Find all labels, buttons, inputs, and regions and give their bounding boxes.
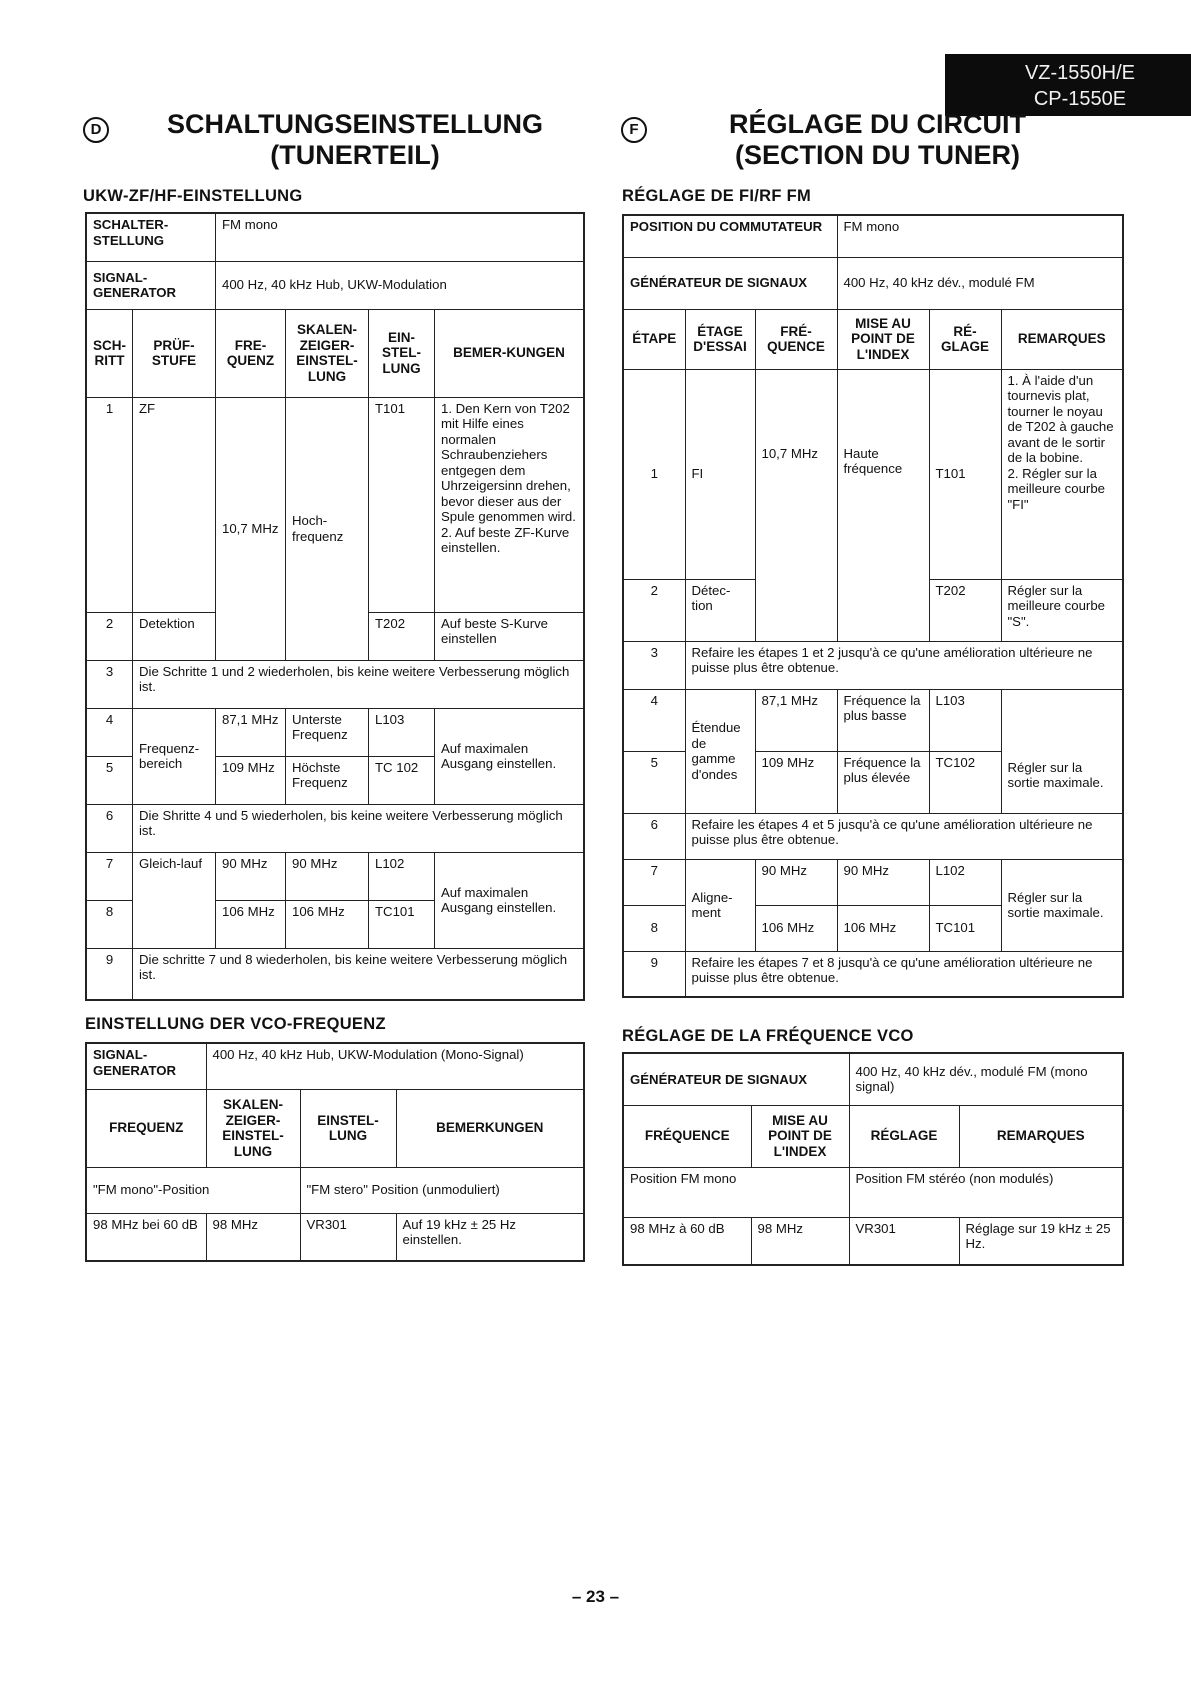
step-number: 5 <box>86 756 133 804</box>
step-instruction: Die schritte 7 und 8 wiederholen, bis keine weitere Verbesserung möglich ist. <box>133 948 585 1000</box>
col-header: REMARQUES <box>1001 309 1123 369</box>
adjustment: T101 <box>929 369 1001 579</box>
step-number: 8 <box>623 905 685 951</box>
col-header: SKALEN-ZEIGER-EINSTEL-LUNG <box>286 309 369 397</box>
subtitle-fr-rf: RÉGLAGE DE FI/RF FM <box>622 187 812 205</box>
scale-setting: 106 MHz <box>837 905 929 951</box>
scale-setting: 90 MHz <box>837 859 929 905</box>
title-de-line1: SCHALTUNGSEINSTELLUNG <box>167 109 543 139</box>
step-number: 8 <box>86 900 133 948</box>
col-header: RÉ-GLAGE <box>929 309 1001 369</box>
table-fr-rf <box>622 214 1124 998</box>
col-header: EINSTEL-LUNG <box>300 1089 396 1167</box>
step-instruction: Die Schritte 1 und 2 wiederholen, bis keine weitere Verbesserung möglich ist. <box>133 660 585 708</box>
model-line-2: CP-1550E <box>1033 88 1127 110</box>
remark: Régler sur la sortie maximale. <box>1001 689 1123 813</box>
test-stage: Aligne-ment <box>685 859 755 951</box>
step-number: 3 <box>623 641 685 689</box>
frequency: 87,1 MHz <box>755 689 837 751</box>
col-header: FRÉ-QUENCE <box>755 309 837 369</box>
generator-value: 400 Hz, 40 kHz dév., modulé FM <box>837 257 1123 309</box>
step-number: 2 <box>623 579 685 641</box>
col-header: EIN-STEL-LUNG <box>369 309 435 397</box>
table-de-vco <box>85 1042 585 1262</box>
position-mono: Position FM mono <box>623 1167 849 1217</box>
remark: 1. À l'aide d'un tournevis plat, tourner le noyau de T202 à gauche avant de le sortir de la bobine. 2. Régler sur la meilleure courbe "FI" <box>1001 369 1123 579</box>
step-number: 9 <box>86 948 133 1000</box>
adjustment: L103 <box>369 708 435 756</box>
switch-value: FM mono <box>837 215 1123 257</box>
frequency: 106 MHz <box>216 900 286 948</box>
frequency: 109 MHz <box>755 751 837 813</box>
table-de-rf <box>85 212 585 1001</box>
model-badge <box>945 54 1191 116</box>
frequency: 109 MHz <box>216 756 286 804</box>
adjustment: TC101 <box>369 900 435 948</box>
title-fr-line1: RÉGLAGE DU CIRCUIT <box>729 109 1026 139</box>
scale-setting: 106 MHz <box>286 900 369 948</box>
scale-setting: Haute fréquence <box>837 369 929 641</box>
scale-setting: Unterste Frequenz <box>286 708 369 756</box>
col-header: MISE AU POINT DE L'INDEX <box>751 1105 849 1167</box>
page-number: – 23 – <box>571 1587 620 1606</box>
adjustment: TC101 <box>929 905 1001 951</box>
col-header: FREQUENZ <box>86 1089 206 1167</box>
page-title-de <box>130 109 580 171</box>
step-number: 4 <box>86 708 133 756</box>
test-stage: Étendue de gamme d'ondes <box>685 689 755 813</box>
adjustment: TC102 <box>929 751 1001 813</box>
col-header: BEMERKUNGEN <box>396 1089 584 1167</box>
position-stereo: Position FM stéréo (non modulés) <box>849 1167 1123 1217</box>
frequency: 90 MHz <box>755 859 837 905</box>
section-marker-fr: F <box>621 117 647 143</box>
step-number: 1 <box>623 369 685 579</box>
col-header: SCH-RITT <box>86 309 133 397</box>
frequency: 90 MHz <box>216 852 286 900</box>
switch-label: POSITION DU COMMUTATEUR <box>623 215 837 257</box>
col-header: PRÜF-STUFE <box>133 309 216 397</box>
adjustment: T101 <box>369 397 435 612</box>
test-stage: Détec-tion <box>685 579 755 641</box>
step-instruction: Refaire les étapes 1 et 2 jusqu'à ce qu'une amélioration ultérieure ne puisse plus être obtenue. <box>685 641 1123 689</box>
adjustment: L102 <box>929 859 1001 905</box>
switch-value: FM mono <box>216 213 585 261</box>
test-stage: Detektion <box>133 612 216 660</box>
adjustment: T202 <box>369 612 435 660</box>
step-number: 2 <box>86 612 133 660</box>
col-header: ÉTAPE <box>623 309 685 369</box>
page-title-fr <box>675 109 1080 171</box>
subtitle-de-rf: UKW-ZF/HF-EINSTELLUNG <box>83 187 303 205</box>
test-stage: ZF <box>133 397 216 612</box>
frequency: 98 MHz à 60 dB <box>623 1217 751 1265</box>
switch-label: SCHALTER-STELLUNG <box>86 213 216 261</box>
col-header: REMARQUES <box>959 1105 1123 1167</box>
section-marker-de: D <box>83 117 109 143</box>
position-mono: "FM mono"-Position <box>86 1167 300 1213</box>
remark: Régler sur la meilleure courbe "S". <box>1001 579 1123 641</box>
test-stage: FI <box>685 369 755 579</box>
scale-setting: 90 MHz <box>286 852 369 900</box>
frequency: 10,7 MHz <box>216 397 286 660</box>
generator-value: 400 Hz, 40 kHz Hub, UKW-Modulation (Mono-Signal) <box>206 1043 584 1089</box>
step-number: 1 <box>86 397 133 612</box>
adjustment: VR301 <box>300 1213 396 1261</box>
col-header: ÉTAGE D'ESSAI <box>685 309 755 369</box>
step-number: 6 <box>86 804 133 852</box>
step-number: 7 <box>86 852 133 900</box>
col-header: FRE-QUENZ <box>216 309 286 397</box>
step-number: 9 <box>623 951 685 997</box>
adjustment: L103 <box>929 689 1001 751</box>
scale-setting: 98 MHz <box>751 1217 849 1265</box>
remark: 1. Den Kern von T202 mit Hilfe eines normalen Schraubenziehers entgegen dem Uhrzeigersinn drehen, bevor dieser aus der Spule genommen wird. 2. Auf beste ZF-Kurve einstellen. <box>435 397 585 612</box>
remark: Auf beste S-Kurve einstellen <box>435 612 585 660</box>
col-header: SKALEN-ZEIGER-EINSTEL-LUNG <box>206 1089 300 1167</box>
title-de-line2: (TUNERTEIL) <box>270 140 440 170</box>
generator-label: GÉNÉRATEUR DE SIGNAUX <box>623 257 837 309</box>
step-number: 4 <box>623 689 685 751</box>
step-instruction: Refaire les étapes 4 et 5 jusqu'à ce qu'une amélioration ultérieure ne puisse plus être obtenue. <box>685 813 1123 859</box>
step-number: 7 <box>623 859 685 905</box>
adjustment: TC 102 <box>369 756 435 804</box>
col-header: RÉGLAGE <box>849 1105 959 1167</box>
adjustment: L102 <box>369 852 435 900</box>
remark: Auf 19 kHz ± 25 Hz einstellen. <box>396 1213 584 1261</box>
test-stage: Gleich-lauf <box>133 852 216 948</box>
frequency: 98 MHz bei 60 dB <box>86 1213 206 1261</box>
col-header: MISE AU POINT DE L'INDEX <box>837 309 929 369</box>
adjustment: T202 <box>929 579 1001 641</box>
subtitle-fr-vco: RÉGLAGE DE LA FRÉQUENCE VCO <box>622 1027 914 1045</box>
adjustment: VR301 <box>849 1217 959 1265</box>
remark: Réglage sur 19 kHz ± 25 Hz. <box>959 1217 1123 1265</box>
frequency: 10,7 MHz <box>755 369 837 641</box>
position-stereo: "FM stero" Position (unmoduliert) <box>300 1167 584 1213</box>
frequency: 106 MHz <box>755 905 837 951</box>
step-number: 6 <box>623 813 685 859</box>
generator-label: GÉNÉRATEUR DE SIGNAUX <box>623 1053 849 1105</box>
generator-label: SIGNAL-GENERATOR <box>86 261 216 309</box>
generator-label: SIGNAL-GENERATOR <box>86 1043 206 1089</box>
generator-value: 400 Hz, 40 kHz Hub, UKW-Modulation <box>216 261 585 309</box>
generator-value: 400 Hz, 40 kHz dév., modulé FM (mono signal) <box>849 1053 1123 1105</box>
test-stage: Frequenz-bereich <box>133 708 216 804</box>
scale-setting: Höchste Frequenz <box>286 756 369 804</box>
frequency: 87,1 MHz <box>216 708 286 756</box>
table-fr-vco <box>622 1052 1124 1266</box>
remark: Régler sur la sortie maximale. <box>1001 859 1123 951</box>
remark: Auf maximalen Ausgang einstellen. <box>435 708 585 804</box>
col-header: FRÉQUENCE <box>623 1105 751 1167</box>
scale-setting: 98 MHz <box>206 1213 300 1261</box>
scale-setting: Fréquence la plus élevée <box>837 751 929 813</box>
step-instruction: Die Shritte 4 und 5 wiederholen, bis keine weitere Verbesserung möglich ist. <box>133 804 585 852</box>
col-header: BEMER-KUNGEN <box>435 309 585 397</box>
subtitle-de-vco: EINSTELLUNG DER VCO-FREQUENZ <box>85 1015 386 1033</box>
step-instruction: Refaire les étapes 7 et 8 jusqu'à ce qu'une amélioration ultérieure ne puisse plus être obtenue. <box>685 951 1123 997</box>
title-fr-line2: (SECTION DU TUNER) <box>735 140 1020 170</box>
model-line-1: VZ-1550H/E <box>1024 62 1136 84</box>
remark: Auf maximalen Ausgang einstellen. <box>435 852 585 948</box>
step-number: 3 <box>86 660 133 708</box>
scale-setting: Fréquence la plus basse <box>837 689 929 751</box>
step-number: 5 <box>623 751 685 813</box>
scale-setting: Hoch-frequenz <box>286 397 369 660</box>
